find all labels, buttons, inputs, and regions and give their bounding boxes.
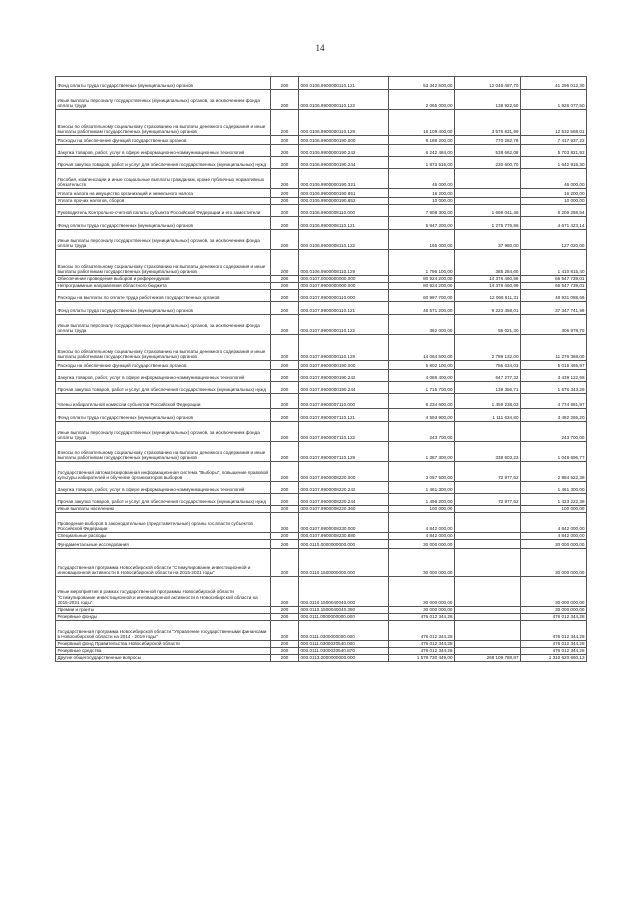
table-row (56, 409, 587, 422)
row-plan-cell: 80 924 200,00 (389, 276, 455, 283)
row-code-cell: 000.0106.9900000190.242 (299, 145, 389, 157)
table-row (56, 533, 587, 540)
row-plan-cell: 6 242 484,00 (389, 145, 455, 157)
row-name-cell: Взносы по обязательному социальному страхованию на выплаты денежного содержания и иные выплаты работникам государственных (муниципальных) органов (56, 335, 271, 361)
table-row (56, 136, 587, 145)
row-name-cell: Фонд оплаты труда государственных (муниципальных) органов (56, 77, 271, 90)
row-code-cell: 000.0107.9900007110.000 (299, 394, 389, 409)
table-row (56, 607, 587, 614)
row-remaining-cell: 7 417 937,22 (521, 136, 587, 145)
row-ved-cell: 200 (271, 189, 299, 198)
row-remaining-cell: 46 000,00 (521, 169, 587, 189)
row-plan-cell: 46 000,00 (389, 169, 455, 189)
row-name-cell: Непрограммные направления областного бюджета (56, 283, 271, 290)
row-name-cell: Прочая закупка товаров, работ и услуг для обеспечения государственных (муниципальных) нужд (56, 494, 271, 506)
row-plan-cell: 30 000 000,00 (389, 549, 455, 577)
budget-table (55, 76, 587, 662)
row-ved-cell: 200 (271, 90, 299, 110)
row-ved-cell: 200 (271, 290, 299, 302)
row-remaining-cell: 476 012 344,28 (521, 621, 587, 641)
row-remaining-cell: 1 461 300,00 (521, 482, 587, 494)
row-code-cell: 000.0107.9900000190.244 (299, 382, 389, 394)
row-remaining-cell: 306 978,70 (521, 315, 587, 335)
row-plan-cell: 46 571 200,00 (389, 302, 455, 315)
row-executed-cell (455, 614, 521, 621)
row-remaining-cell: 48 931 088,69 (521, 290, 587, 302)
row-ved-cell: 200 (271, 549, 299, 577)
row-plan-cell: 4 593 900,00 (389, 409, 455, 422)
row-plan-cell: 2 065 000,00 (389, 90, 455, 110)
row-executed-cell: 72 977,62 (455, 494, 521, 506)
row-name-cell: Проведение выборов в законодательные (представительные) органы гос.власти субъектов Российской Федерации (56, 513, 271, 533)
row-ved-cell: 200 (271, 198, 299, 205)
row-remaining-cell: 12 532 568,01 (521, 110, 587, 136)
row-name-cell: Расходы на обеспечение функций государственных органов (56, 361, 271, 370)
row-remaining-cell: 11 276 368,00 (521, 335, 587, 361)
budget-table-body (56, 77, 587, 662)
row-executed-cell (455, 577, 521, 607)
row-remaining-cell: 66 547 739,01 (521, 283, 587, 290)
row-name-cell: Иные выплаты населению (56, 506, 271, 513)
row-executed-cell (455, 513, 521, 533)
row-executed-cell: 538 662,08 (455, 145, 521, 157)
row-name-cell: Взносы по обязательному социальному страхованию на выплаты денежного содержания и иные выплаты работникам государственных (муниципальных) органов (56, 110, 271, 136)
row-ved-cell: 200 (271, 217, 299, 230)
row-name-cell: Специальные расходы (56, 533, 271, 540)
table-row (56, 422, 587, 442)
table-row (56, 169, 587, 189)
row-ved-cell: 200 (271, 482, 299, 494)
row-code-cell: 000.0107.9900008220.244 (299, 494, 389, 506)
row-name-cell: Государственная программа Новосибирской области "Стимулирование инвестиционной и инновационной активности в Новосибирской области на 2015-2021 годы" (56, 549, 271, 577)
table-row (56, 77, 587, 90)
row-executed-cell (455, 506, 521, 513)
table-row (56, 513, 587, 533)
row-ved-cell: 200 (271, 136, 299, 145)
table-row (56, 621, 587, 641)
row-name-cell: Закупка товаров, работ, услуг в сфере информационно-коммуникационных технологий (56, 482, 271, 494)
row-executed-cell (455, 540, 521, 549)
row-remaining-cell: 1 048 696,77 (521, 442, 587, 462)
row-plan-cell: 1 387 300,00 (389, 442, 455, 462)
row-ved-cell: 200 (271, 409, 299, 422)
row-ved-cell: 200 (271, 607, 299, 614)
table-row (56, 290, 587, 302)
row-code-cell: 000.0107.9900008220.360 (299, 506, 389, 513)
row-ved-cell: 200 (271, 276, 299, 283)
row-code-cell: 000.0110.0000000000.000 (299, 540, 389, 549)
row-ved-cell: 200 (271, 577, 299, 607)
row-executed-cell (455, 549, 521, 577)
row-plan-cell: 6 234 600,00 (389, 394, 455, 409)
row-executed-cell: 138 922,50 (455, 90, 521, 110)
row-ved-cell: 200 (271, 648, 299, 655)
row-code-cell: 000.0107.9900008220.000 (299, 462, 389, 482)
row-ved-cell: 200 (271, 315, 299, 335)
row-remaining-cell: 1 642 915,30 (521, 157, 587, 169)
table-row (56, 157, 587, 169)
table-row (56, 315, 587, 335)
row-code-cell: 000.0110.1500000000.000 (299, 549, 389, 577)
row-executed-cell (455, 482, 521, 494)
table-row (56, 250, 587, 276)
table-row (56, 230, 587, 250)
row-name-cell: Резервные фонды (56, 614, 271, 621)
row-executed-cell: 3 576 831,99 (455, 110, 521, 136)
row-remaining-cell: 3 482 265,20 (521, 409, 587, 422)
table-row (56, 394, 587, 409)
row-plan-cell: 30 000 000,00 (389, 540, 455, 549)
row-remaining-cell: 66 547 739,01 (521, 276, 587, 283)
row-ved-cell: 200 (271, 370, 299, 382)
row-ved-cell: 200 (271, 145, 299, 157)
table-row (56, 614, 587, 621)
table-row (56, 145, 587, 157)
row-name-cell: Иные выплаты персоналу государственных (муниципальных) органов, за исключением фонда оплаты труда (56, 315, 271, 335)
row-ved-cell: 200 (271, 77, 299, 90)
row-ved-cell: 200 (271, 494, 299, 506)
row-ved-cell: 200 (271, 302, 299, 315)
row-executed-cell: 1 275 776,86 (455, 217, 521, 230)
row-name-cell: Уплата прочих налогов, сборов (56, 198, 271, 205)
row-code-cell: 000.0106.9900008110.000 (299, 205, 389, 217)
row-code-cell: 000.0107.9900000190.242 (299, 370, 389, 382)
row-name-cell: Прочая закупка товаров, работ и услуг для обеспечения государственных (муниципальных) нужд (56, 157, 271, 169)
row-plan-cell: 4 086 400,00 (389, 370, 455, 382)
row-executed-cell: 55 021,30 (455, 315, 521, 335)
row-executed-cell (455, 533, 521, 540)
row-executed-cell (455, 607, 521, 614)
row-remaining-cell: 5 703 821,92 (521, 145, 587, 157)
row-name-cell: Расходы на выплаты по оплате труда работников государственных органов (56, 290, 271, 302)
row-remaining-cell: 4 774 681,97 (521, 394, 587, 409)
row-remaining-cell: 4 842 000,00 (521, 513, 587, 533)
row-code-cell: 000.0107.9900000110.000 (299, 290, 389, 302)
row-code-cell: 000.0107.9900000000.000 (299, 283, 389, 290)
row-remaining-cell: 3 439 122,68 (521, 370, 587, 382)
row-name-cell: Фонд оплаты труда государственных (муниципальных) органов (56, 409, 271, 422)
row-remaining-cell: 1 576 343,29 (521, 382, 587, 394)
row-plan-cell: 14 064 500,00 (389, 335, 455, 361)
row-code-cell: 000.0111.0000000000.000 (299, 614, 389, 621)
row-ved-cell: 200 (271, 361, 299, 370)
row-name-cell: Фундаментальные исследования (56, 540, 271, 549)
row-ved-cell: 200 (271, 655, 299, 662)
row-remaining-cell: 4 671 423,14 (521, 217, 587, 230)
row-name-cell: Премии и гранты (56, 607, 271, 614)
row-plan-cell: 53 342 500,00 (389, 77, 455, 90)
row-code-cell: 000.0107.9900000110.129 (299, 335, 389, 361)
row-plan-cell: 30 000 000,00 (389, 607, 455, 614)
row-code-cell: 000.0106.9900000190.321 (299, 169, 389, 189)
row-executed-cell (455, 621, 521, 641)
table-row (56, 540, 587, 549)
row-name-cell: Иные выплаты персоналу государственных (муниципальных) органов, за исключением фонда оплаты труда (56, 230, 271, 250)
row-plan-cell: 7 908 300,00 (389, 205, 455, 217)
row-name-cell: Члены избирательной комиссии субъектов Российской Федерации (56, 394, 271, 409)
row-name-cell: Иные выплаты персоналу государственных (муниципальных) органов, за исключением фонда оплаты труда (56, 422, 271, 442)
table-row (56, 205, 587, 217)
row-executed-cell: 1 459 238,03 (455, 394, 521, 409)
row-plan-cell: 60 997 700,00 (389, 290, 455, 302)
row-name-cell: Расходы на обеспечение функций государственных органов (56, 136, 271, 145)
row-executed-cell: 12 046 487,70 (455, 77, 521, 90)
row-ved-cell: 200 (271, 283, 299, 290)
row-remaining-cell: 30 000 000,00 (521, 540, 587, 549)
row-code-cell: 000.0111.0300020540.870 (299, 648, 389, 655)
row-name-cell: Уплата налога на имущество организаций и земельного налога (56, 189, 271, 198)
row-remaining-cell: 243 700,00 (521, 422, 587, 442)
row-ved-cell: 200 (271, 506, 299, 513)
row-name-cell: Взносы по обязательному социальному страхованию на выплаты денежного содержания и иные выплаты работникам государственных (муниципальных) органов (56, 442, 271, 462)
row-remaining-cell: 476 012 344,28 (521, 641, 587, 648)
row-executed-cell: 1 699 041,46 (455, 205, 521, 217)
row-code-cell: 000.0106.9900000190.244 (299, 157, 389, 169)
row-plan-cell: 30 000 000,00 (389, 577, 455, 607)
row-name-cell: Закупка товаров, работ, услуг в сфере информационно-коммуникационных технологий (56, 370, 271, 382)
row-executed-cell: 338 603,23 (455, 442, 521, 462)
table-row (56, 506, 587, 513)
row-name-cell: Резервный фонд Правительства Новосибирской области (56, 641, 271, 648)
table-row (56, 217, 587, 230)
row-executed-cell: 12 066 611,31 (455, 290, 521, 302)
row-executed-cell: 72 977,62 (455, 462, 521, 482)
row-plan-cell: 165 000,00 (389, 230, 455, 250)
row-code-cell: 000.0110.1500040040.000 (299, 577, 389, 607)
row-code-cell: 000.0107.9900007110.121 (299, 409, 389, 422)
table-row (56, 549, 587, 577)
row-code-cell: 000.0111.0300000000.000 (299, 621, 389, 641)
row-executed-cell (455, 641, 521, 648)
row-remaining-cell: 30 000 000,00 (521, 607, 587, 614)
row-remaining-cell: 100 000,00 (521, 506, 587, 513)
table-row (56, 641, 587, 648)
row-code-cell: 000.0106.9900008110.121 (299, 217, 389, 230)
row-code-cell: 000.0106.9900000190.851 (299, 189, 389, 198)
row-ved-cell: 200 (271, 110, 299, 136)
row-plan-cell: 5 947 200,00 (389, 217, 455, 230)
row-executed-cell: 268 109 788,87 (455, 655, 521, 662)
row-name-cell: Закупка товаров, работ, услуг в сфере информационно-коммуникационных технологий (56, 145, 271, 157)
row-code-cell: 000.0107.9900000110.122 (299, 315, 389, 335)
row-plan-cell: 100 000,00 (389, 506, 455, 513)
row-name-cell: Государственная программа Новосибирской области "Управление государственными финансами в Новосибирской области на 2014 - 2019 годы" (56, 621, 271, 641)
row-ved-cell: 200 (271, 513, 299, 533)
row-executed-cell: 14 376 460,99 (455, 276, 521, 283)
row-executed-cell (455, 189, 521, 198)
row-code-cell: 000.0107.9900000110.121 (299, 302, 389, 315)
row-remaining-cell: 1 410 815,40 (521, 250, 587, 276)
row-remaining-cell: 1 310 620 660,13 (521, 655, 587, 662)
row-code-cell: 000.0106.9900000110.129 (299, 110, 389, 136)
row-name-cell: Взносы по обязательному социальному страхованию на выплаты денежного содержания и иные выплаты работникам государственных (муниципальных) органов (56, 250, 271, 276)
row-plan-cell: 1 496 200,00 (389, 494, 455, 506)
row-executed-cell (455, 198, 521, 205)
row-plan-cell: 3 057 500,00 (389, 462, 455, 482)
row-ved-cell: 200 (271, 382, 299, 394)
row-code-cell: 000.0106.9900008110.129 (299, 250, 389, 276)
row-remaining-cell: 41 296 012,30 (521, 77, 587, 90)
row-plan-cell: 1 715 700,00 (389, 382, 455, 394)
row-name-cell: Фонд оплаты труда государственных (муниципальных) органов (56, 217, 271, 230)
table-row (56, 462, 587, 482)
row-executed-cell: 770 262,78 (455, 136, 521, 145)
row-ved-cell: 200 (271, 462, 299, 482)
row-executed-cell (455, 169, 521, 189)
row-ved-cell: 200 (271, 230, 299, 250)
row-name-cell: Иные мероприятия в рамках государственной программы Новосибирской области "Стимулирование инвестиционной и инновационной активности в Новосибирской области на 2015-2021 годы" (56, 577, 271, 607)
table-row (56, 442, 587, 462)
table-row (56, 110, 587, 136)
row-plan-cell: 476 012 344,28 (389, 648, 455, 655)
row-executed-cell: 14 376 460,99 (455, 283, 521, 290)
row-plan-cell: 4 842 000,00 (389, 533, 455, 540)
row-remaining-cell: 2 984 522,38 (521, 462, 587, 482)
row-ved-cell: 200 (271, 533, 299, 540)
row-remaining-cell: 6 209 258,54 (521, 205, 587, 217)
table-row (56, 655, 587, 662)
row-plan-cell: 362 000,00 (389, 315, 455, 335)
table-row (56, 198, 587, 205)
row-executed-cell: 2 788 132,00 (455, 335, 521, 361)
row-plan-cell: 16 109 400,00 (389, 110, 455, 136)
row-remaining-cell: 4 842 000,00 (521, 533, 587, 540)
row-remaining-cell: 16 200,00 (521, 189, 587, 198)
row-code-cell: 000.0106.9900000190.000 (299, 136, 389, 145)
table-row (56, 648, 587, 655)
row-code-cell: 000.0106.9900000110.122 (299, 90, 389, 110)
row-remaining-cell: 476 012 344,28 (521, 614, 587, 621)
row-plan-cell: 476 012 344,28 (389, 614, 455, 621)
row-executed-cell (455, 648, 521, 655)
row-code-cell: 000.0107.9900008230.000 (299, 513, 389, 533)
row-ved-cell: 200 (271, 442, 299, 462)
row-executed-cell: 647 277,32 (455, 370, 521, 382)
row-name-cell: Другие общегосударственные вопросы (56, 655, 271, 662)
page-number: 14 (315, 43, 325, 53)
table-row (56, 335, 587, 361)
row-name-cell: Фонд оплаты труда государственных (муниципальных) органов (56, 302, 271, 315)
table-row (56, 482, 587, 494)
row-name-cell: Иные выплаты персоналу государственных (муниципальных) органов, за исключением фонда оплаты труда (56, 90, 271, 110)
row-ved-cell: 200 (271, 422, 299, 442)
row-plan-cell: 4 842 000,00 (389, 513, 455, 533)
row-plan-cell: 1 796 100,00 (389, 250, 455, 276)
table-row (56, 302, 587, 315)
table-row (56, 90, 587, 110)
row-remaining-cell: 30 000 000,00 (521, 549, 587, 577)
row-remaining-cell: 30 000 000,00 (521, 577, 587, 607)
row-ved-cell: 200 (271, 540, 299, 549)
row-ved-cell: 200 (271, 394, 299, 409)
row-name-cell: Обеспечение проведения выборов и референдумов (56, 276, 271, 283)
row-plan-cell: 476 012 344,28 (389, 641, 455, 648)
row-code-cell: 000.0110.1500040040.350 (299, 607, 389, 614)
row-executed-cell: 37 980,00 (455, 230, 521, 250)
table-row (56, 361, 587, 370)
row-code-cell: 000.0106.9900000190.852 (299, 198, 389, 205)
row-executed-cell: 230 600,70 (455, 157, 521, 169)
row-ved-cell: 200 (271, 205, 299, 217)
row-remaining-cell: 476 012 344,28 (521, 648, 587, 655)
row-remaining-cell: 5 015 465,97 (521, 361, 587, 370)
row-code-cell: 000.0107.9900007110.129 (299, 442, 389, 462)
row-plan-cell: 243 700,00 (389, 422, 455, 442)
row-name-cell: Резервные средства (56, 648, 271, 655)
row-ved-cell: 200 (271, 335, 299, 361)
row-plan-cell: 5 802 100,00 (389, 361, 455, 370)
table-row (56, 577, 587, 607)
row-ved-cell: 200 (271, 169, 299, 189)
row-plan-cell: 80 924 200,00 (389, 283, 455, 290)
row-code-cell: 000.0107.9900008220.242 (299, 482, 389, 494)
row-executed-cell: 9 223 458,01 (455, 302, 521, 315)
row-executed-cell: 1 111 634,80 (455, 409, 521, 422)
row-remaining-cell: 127 020,00 (521, 230, 587, 250)
row-name-cell: Прочая закупка товаров, работ и услуг для обеспечения государственных (муниципальных) нужд (56, 382, 271, 394)
row-ved-cell: 200 (271, 157, 299, 169)
row-code-cell: 000.0113.0000000000.000 (299, 655, 389, 662)
row-remaining-cell: 37 347 741,99 (521, 302, 587, 315)
row-ved-cell: 200 (271, 250, 299, 276)
row-code-cell: 000.0107.9900000190.000 (299, 361, 389, 370)
row-name-cell: Государственная автоматизированная информационная система "Выборы", повышение правовой культуры избирателей и обучение организаторов выборов (56, 462, 271, 482)
row-plan-cell: 10 000,00 (389, 198, 455, 205)
row-ved-cell: 200 (271, 621, 299, 641)
row-executed-cell (455, 422, 521, 442)
row-code-cell: 000.0107.9900007110.122 (299, 422, 389, 442)
row-plan-cell: 476 012 344,28 (389, 621, 455, 641)
row-code-cell: 000.0111.0300020540.000 (299, 641, 389, 648)
row-code-cell: 000.0107.0000000000.000 (299, 276, 389, 283)
row-remaining-cell: 1 926 077,50 (521, 90, 587, 110)
table-row (56, 370, 587, 382)
row-plan-cell: 1 873 516,00 (389, 157, 455, 169)
row-plan-cell: 8 188 200,00 (389, 136, 455, 145)
row-remaining-cell: 1 423 222,38 (521, 494, 587, 506)
row-ved-cell: 200 (271, 614, 299, 621)
table-row (56, 189, 587, 198)
row-plan-cell: 1 578 730 449,00 (389, 655, 455, 662)
row-plan-cell: 1 461 300,00 (389, 482, 455, 494)
row-ved-cell: 200 (271, 641, 299, 648)
row-code-cell: 000.0107.9900008230.880 (299, 533, 389, 540)
table-row (56, 494, 587, 506)
row-plan-cell: 16 200,00 (389, 189, 455, 198)
table-row (56, 382, 587, 394)
row-executed-cell: 786 634,03 (455, 361, 521, 370)
row-remaining-cell: 10 000,00 (521, 198, 587, 205)
table-row (56, 283, 587, 290)
row-code-cell: 000.0106.9900000110.121 (299, 77, 389, 90)
row-executed-cell: 139 356,71 (455, 382, 521, 394)
row-name-cell: Руководитель Контрольно-счетной палаты субъекта Российской Федерации и его заместители (56, 205, 271, 217)
row-code-cell: 000.0106.9900008110.122 (299, 230, 389, 250)
table-row (56, 276, 587, 283)
row-executed-cell: 385 284,60 (455, 250, 521, 276)
row-name-cell: Пособия, компенсации и иные социальные выплаты гражданам, кроме публичных нормативных обязательств (56, 169, 271, 189)
